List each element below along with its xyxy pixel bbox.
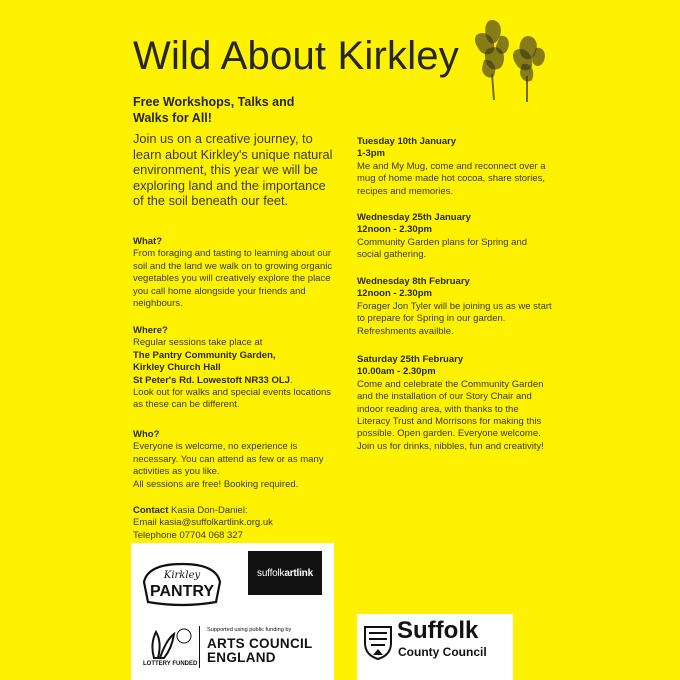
event-date: Wednesday 8th February	[357, 276, 470, 287]
subtitle: Free Workshops, Talks and Walks for All!	[133, 95, 295, 125]
arts-line-2: ENGLAND	[207, 650, 276, 665]
what-heading: What?	[133, 236, 163, 247]
where-section	[133, 325, 333, 412]
intro-paragraph: Join us on a creative journey, to learn about Kirkley's unique natural environment, this year we will be exploring land and the importance of the soil beneath our feet.	[133, 131, 333, 209]
event-time: 1-3pm	[357, 148, 385, 160]
venue-hall: Kirkley Church Hall	[133, 362, 221, 374]
contact-phone[interactable]: Telephone 07704 068 327	[133, 529, 243, 541]
pantry-script: Kirkley	[163, 570, 201, 581]
suffolk-crest-icon	[363, 623, 393, 661]
where-line: Regular sessions take place at	[133, 337, 263, 349]
event-desc: Come and celebrate the Community Garden and the installation of our Story Chair and indoor reading area, with thanks to the Literacy Trust and Morrisons for making this possible. Open garden. Everyone welcome. Join us for drinks, nibbles, fun and creativity!	[357, 378, 544, 452]
arts-line-1: ARTS COUNCIL	[207, 636, 313, 651]
event-1	[357, 136, 552, 198]
suffolk-artlink-logo	[248, 551, 322, 595]
sal-b: artlink	[284, 567, 313, 579]
contact-label: Contact	[133, 505, 169, 516]
pantry-name: PANTRY	[150, 583, 214, 600]
event-3	[357, 276, 552, 338]
what-body: From foraging and tasting to learning about our soil and the land we walk on to growing organic vegetables you will creatively explore the place you call home alongside your friends and neighbours.	[133, 248, 333, 310]
event-time: 12noon - 2.30pm	[357, 224, 432, 236]
flower-illustration	[470, 14, 560, 106]
contact-email[interactable]: Email kasia@suffolkartlink.org.uk	[133, 517, 273, 529]
event-2	[357, 212, 552, 262]
contact-section	[133, 505, 333, 542]
county-council-name: County Council	[398, 645, 487, 659]
where-note: Look out for walks and special events locations as these can be different.	[133, 387, 332, 411]
event-desc: Me and My Mug, come and reconnect over a mug of home made hot cocoa, share stories, recipes and memories.	[357, 160, 546, 197]
what-section	[133, 236, 333, 310]
event-time: 10.00am - 2.30pm	[357, 366, 436, 378]
who-body-2: All sessions are free! Booking required.	[133, 478, 299, 490]
venue-name: The Pantry Community Garden,	[133, 349, 276, 361]
who-body: Everyone is welcome, no experience is necessary. You can attend as few or as many activities as you like.	[133, 441, 324, 478]
arts-council-supported: Supported using public funding by	[207, 627, 292, 633]
event-date: Wednesday 25th January	[357, 212, 471, 223]
where-heading: Where?	[133, 325, 168, 336]
kirkley-pantry-logo	[138, 558, 226, 608]
event-time: 12noon - 2.30pm	[357, 288, 432, 300]
event-desc: Community Garden plans for Spring and social gathering.	[357, 236, 528, 261]
event-date: Saturday 25th February	[357, 354, 464, 365]
who-section	[133, 429, 333, 491]
event-4	[357, 354, 552, 453]
who-heading: Who?	[133, 429, 160, 440]
sal-a: suffolk	[257, 567, 285, 579]
contact-name: Kasia Don-Daniel:	[168, 505, 248, 516]
event-desc: Forager Jon Tyler will be joining us as we start to prepare for Spring in our garden. Refreshments availble.	[357, 300, 552, 337]
venue-address: St Peter's Rd. Lowestoft NR33 OLJ	[133, 374, 290, 386]
venue-address-end: .	[289, 374, 293, 386]
lottery-funded-label: LOTTERY FUNDED	[143, 661, 198, 667]
page-title: Wild About Kirkley	[133, 34, 459, 78]
arts-council-name	[207, 637, 313, 665]
divider	[199, 626, 200, 668]
suffolk-name: Suffolk	[397, 617, 479, 644]
event-date: Tuesday 10th January	[357, 136, 457, 147]
